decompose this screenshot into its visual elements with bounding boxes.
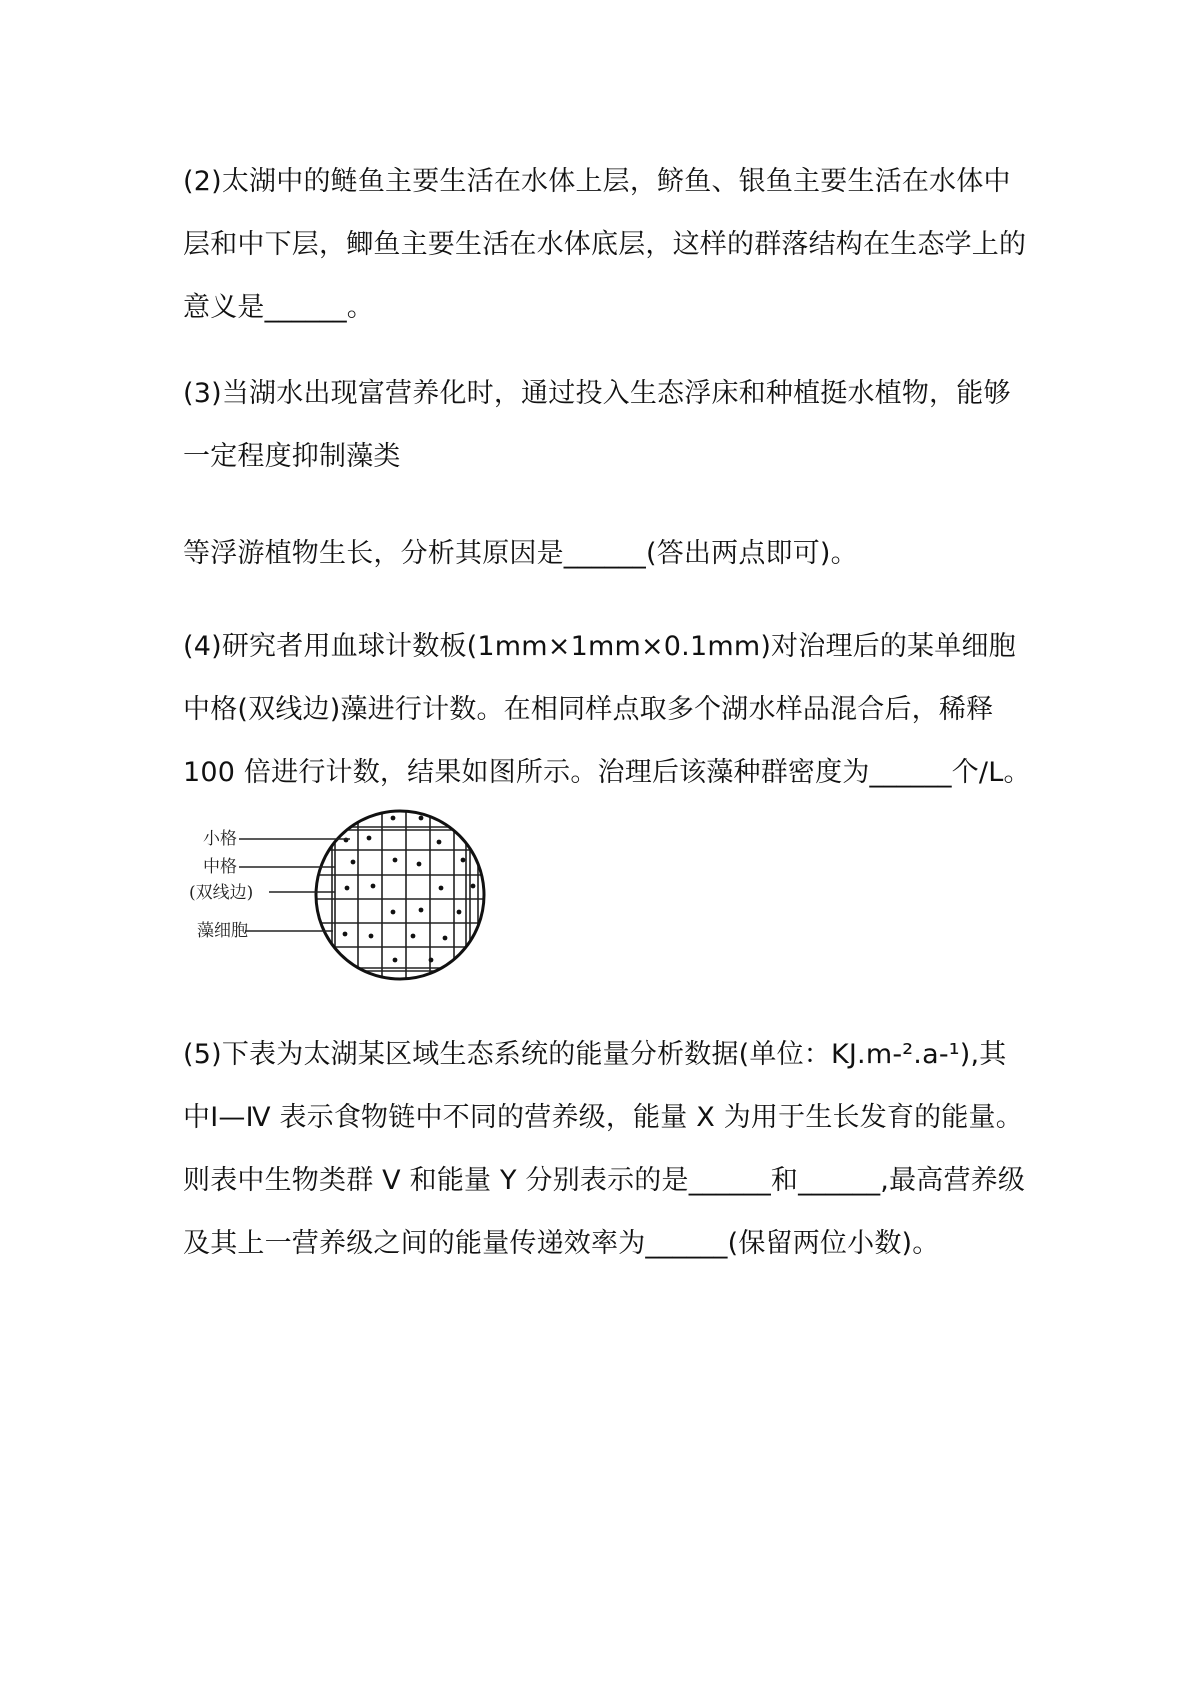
hemocytometer-diagram — [183, 800, 493, 990]
question-3-part-2: 等浮游植物生长，分析其原因是______(答出两点即可)。 — [183, 538, 858, 569]
pointer-lines — [239, 839, 350, 931]
question-4: (4)研究者用血球计数板(1mm×1mm×0.1mm)对治理后的某单细胞中格(双线边)藻进行计数。在相同样点取多个湖水样品混合后，稀释 100 倍进行计数，结果如图所示。治理后该藻种群密度为______个/L。 — [183, 631, 1031, 788]
field-of-view-circle — [316, 811, 484, 979]
label-double-line: (双线边) — [189, 883, 254, 903]
question-3-part-1: (3)当湖水出现富营养化时，通过投入生态浮床和种植挺水植物，能够一定程度抑制藻类 — [183, 378, 1011, 472]
label-small-grid: 小格 — [203, 829, 237, 849]
question-5: (5)下表为太湖某区域生态系统的能量分析数据(单位：KJ.m-².a-¹),其中Ⅰ—Ⅳ 表示食物链中不同的营养级，能量 X 为用于生长发育的能量。则表中生物类群 V 和能量 Y 分别表示的是______和______,最高营养级及其上一营养级之间的能量传递效率为______(保留两位小数)。 — [183, 1039, 1026, 1259]
label-algae-cell: 藻细胞 — [197, 921, 248, 941]
question-2: (2)太湖中的鲢鱼主要生活在水体上层，鲚鱼、银鱼主要生活在水体中层和中下层，鲫鱼主要生活在水体底层，这样的群落结构在生态学上的意义是______。 — [183, 166, 1027, 323]
label-medium-grid: 中格 — [203, 857, 237, 877]
hemocytometer-figure — [183, 800, 493, 990]
grid-lines — [293, 800, 493, 990]
algae-cells — [343, 816, 476, 963]
